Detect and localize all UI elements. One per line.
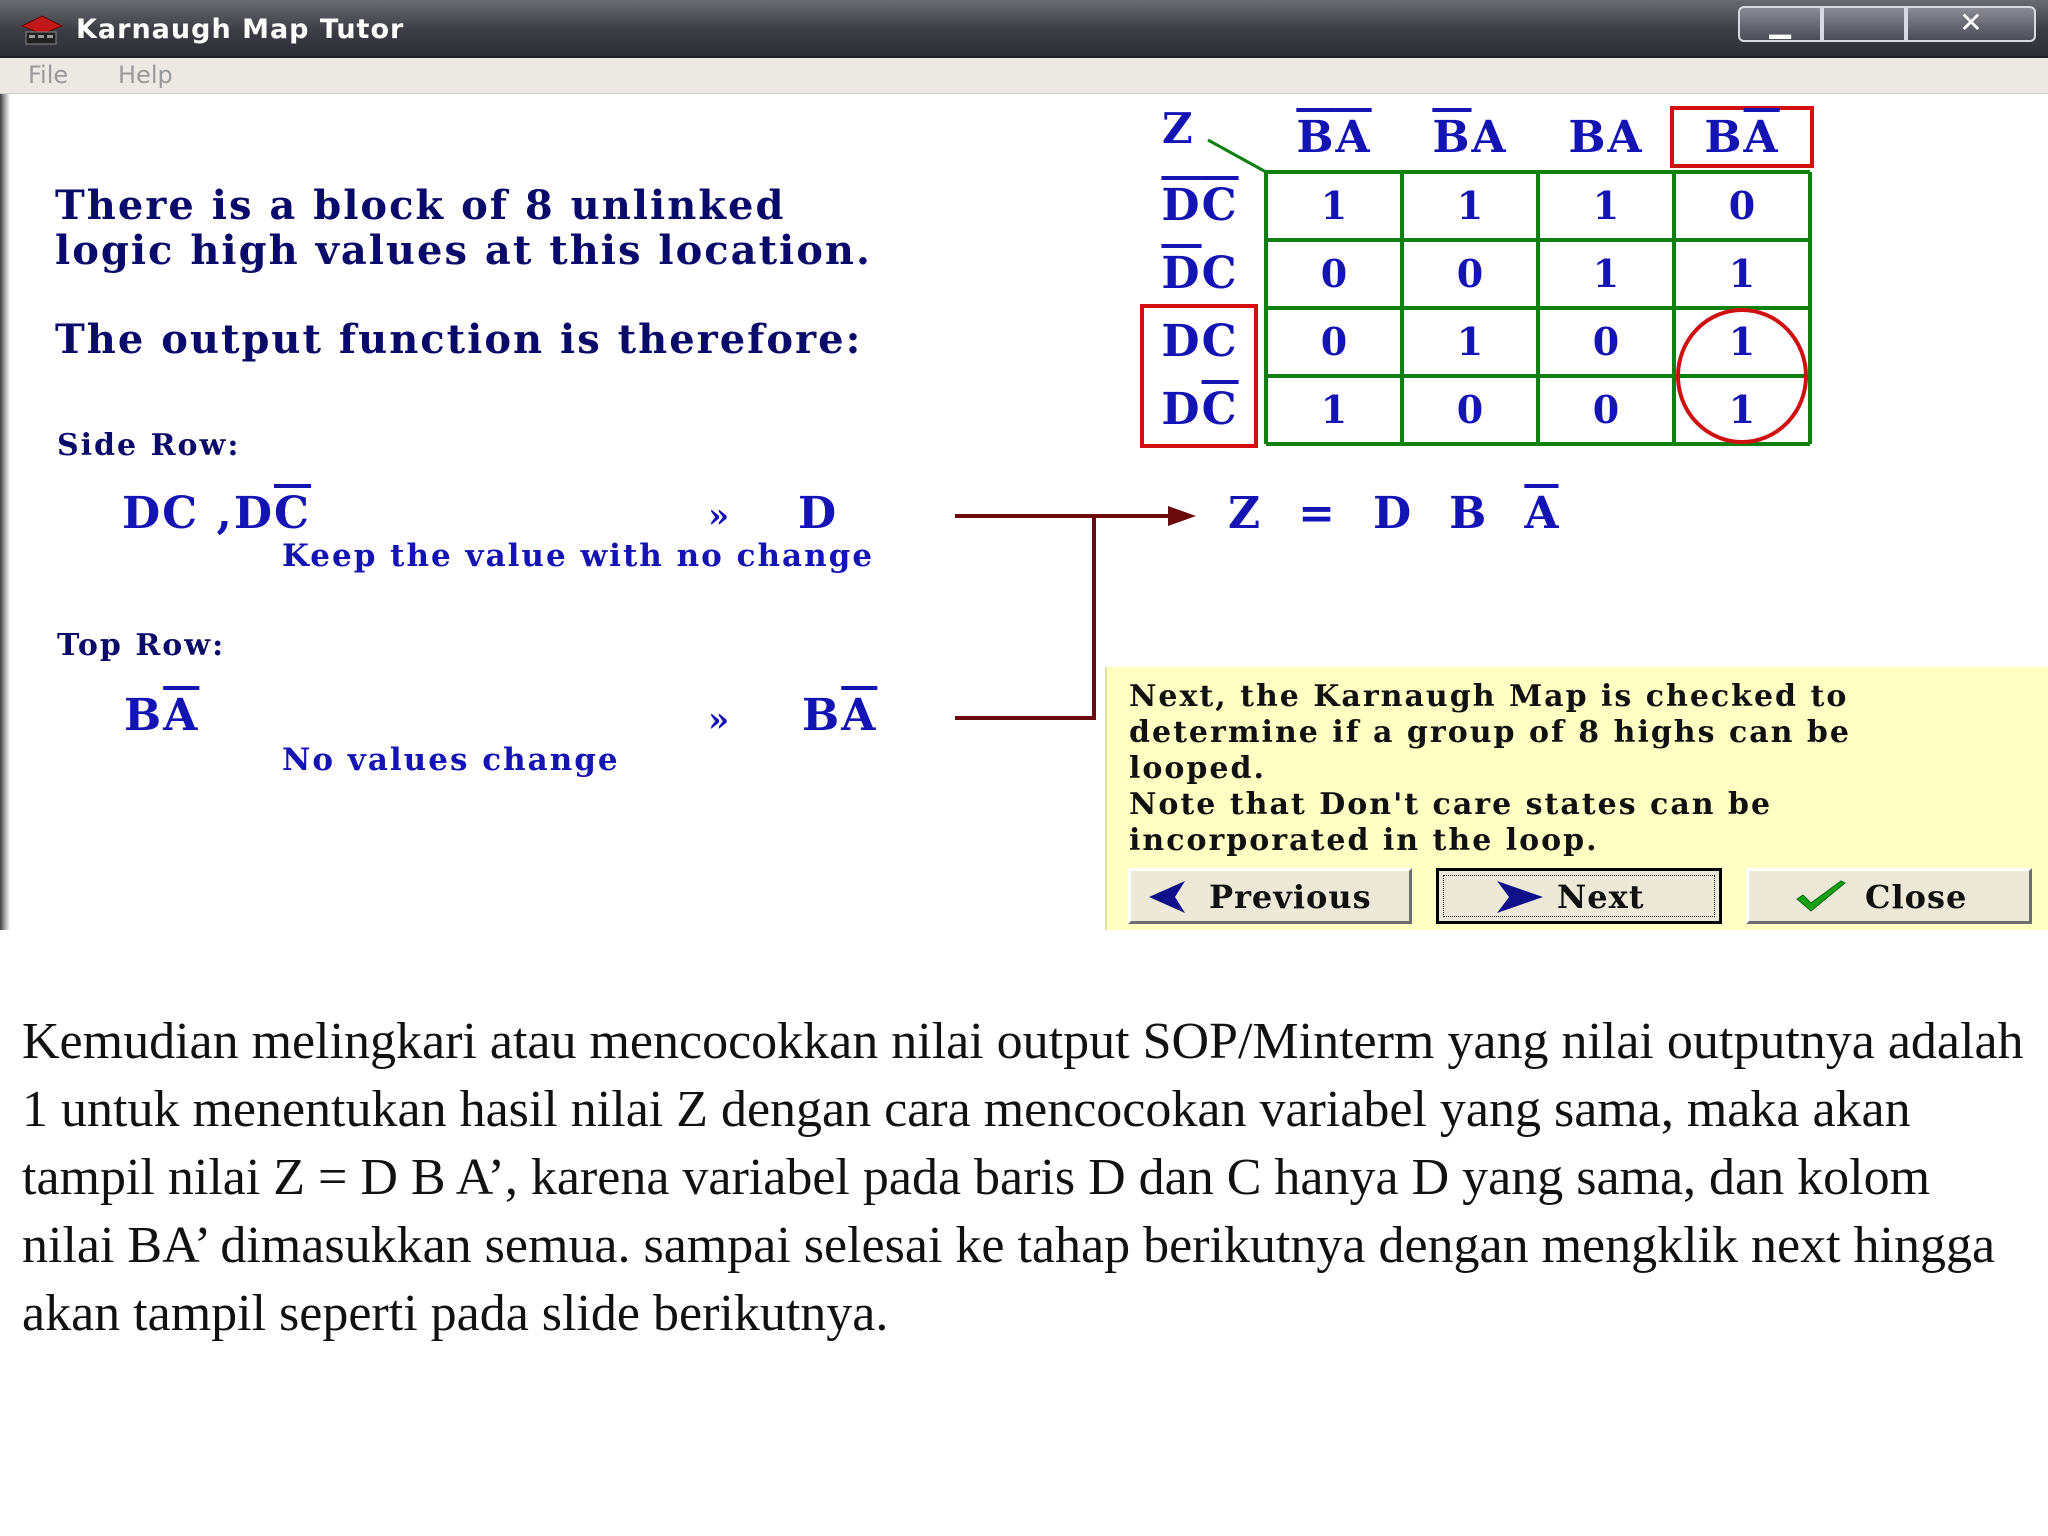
checkmark-icon	[1793, 879, 1849, 915]
kmap-cell: 0	[1592, 387, 1620, 432]
close-label: Close	[1865, 878, 1968, 916]
help-line-3: looped.	[1129, 751, 1266, 786]
previous-button[interactable]	[1128, 868, 1412, 924]
kmap-col-header-var-1: $\overline{B}$	[1432, 112, 1472, 163]
help-line-4: Note that Don't care states can be	[1129, 787, 1773, 822]
side-term-2-d: D	[233, 488, 274, 539]
kmap-col-header	[1674, 112, 1810, 163]
kmap-cell: 1	[1728, 319, 1756, 364]
kmap-col-header-var-2: A	[1471, 112, 1508, 163]
kmap-col-header	[1402, 112, 1538, 163]
top-row-arrow: »	[708, 700, 732, 740]
kmap-row-header-var-1: D	[1161, 316, 1202, 367]
kmap-row-header	[1144, 248, 1256, 299]
top-result-abar: $\overline{A}$	[841, 690, 878, 741]
next-label: Next	[1557, 878, 1645, 916]
kmap-cell: 1	[1320, 387, 1348, 432]
kmap-row-header-var-2: $\overline{C}$	[1201, 384, 1239, 435]
equation-equals: =	[1298, 488, 1335, 539]
menu-file[interactable]: File	[28, 61, 69, 89]
equation-term-abar: $\overline{A}$	[1524, 488, 1559, 539]
kmap-cell: 1	[1456, 319, 1484, 364]
kmap-col-header-var-2: A	[1607, 112, 1644, 163]
kmap-col-header	[1538, 112, 1674, 163]
kmap-cell: 1	[1728, 387, 1756, 432]
top-term-abar: $\overline{A}$	[163, 690, 200, 741]
explanation-line-1: There is a block of 8 unlinked	[55, 182, 786, 229]
top-term-b: B	[124, 690, 164, 741]
close-icon: ✕	[1959, 6, 1983, 39]
kmap-cell: 0	[1320, 251, 1348, 296]
kmap-col-header-var-1: $\overline{B}$	[1296, 112, 1336, 163]
kmap-col-header	[1266, 112, 1402, 163]
kmap-row-header-var-1: D	[1161, 384, 1202, 435]
top-result-b: B	[802, 690, 842, 741]
kmap-col-header-var-2: $\overline{A}$	[1743, 112, 1780, 163]
kmap-col-header-var-2: $\overline{A}$	[1335, 112, 1372, 163]
kmap-row-header-var-1: $\overline{D}$	[1161, 248, 1202, 299]
kmap-cell: 0	[1320, 319, 1348, 364]
side-row-note: Keep the value with no change	[282, 538, 875, 574]
side-row-result: D	[798, 488, 839, 539]
kmap-row-header-var-2: $\overline{C}$	[1201, 180, 1239, 231]
previous-label: Previous	[1209, 878, 1372, 916]
kmap-cell: 1	[1320, 183, 1348, 228]
explanation-line-3: The output function is therefore:	[55, 316, 863, 363]
top-row-note: No values change	[282, 742, 620, 778]
top-row-label: Top Row:	[57, 628, 226, 663]
help-line-1: Next, the Karnaugh Map is checked to	[1129, 679, 1849, 714]
window-title: Karnaugh Map Tutor	[76, 14, 405, 45]
kmap-col-header-var-1: B	[1568, 112, 1608, 163]
menu-help[interactable]: Help	[118, 61, 173, 89]
minimize-icon: ▁	[1769, 6, 1791, 39]
side-term-2-cbar: $\overline{C}$	[273, 488, 312, 539]
kmap-cell: 1	[1592, 183, 1620, 228]
help-line-5: incorporated in the loop.	[1129, 823, 1599, 858]
close-button[interactable]	[1746, 868, 2032, 924]
kmap-row-header	[1144, 180, 1256, 231]
kmap-cell: 0	[1456, 251, 1484, 296]
kmap-row-header-var-2: C	[1201, 316, 1239, 367]
output-equation	[1228, 488, 1597, 539]
kmap-cell: 1	[1592, 251, 1620, 296]
kmap-cell: 0	[1592, 319, 1620, 364]
kmap-cell: 0	[1728, 183, 1756, 228]
equation-term-d: D	[1373, 488, 1412, 539]
equation-lhs: Z	[1228, 488, 1261, 539]
side-row-arrow: »	[708, 496, 732, 536]
kmap-row-header-var-1: $\overline{D}$	[1161, 180, 1202, 231]
arrow-right-icon	[1491, 879, 1547, 915]
side-term-1: DC	[122, 488, 200, 539]
side-row-label: Side Row:	[57, 428, 241, 463]
slide-caption: Kemudian melingkari atau mencocokkan nilai output SOP/Minterm yang nilai outputnya adalah 1 untuk menentukan hasil nilai Z dengan cara mencocokan variabel yang sama, maka akan tampil nilai Z = D B A’, karena variabel pada baris D dan C hanya D yang sama, dan kolom nilai BA’ dimasukkan semua. sampai selesai ke tahap berikutnya dengan mengklik next hingga akan tampil seperti pada slide berikutnya.	[22, 1013, 2024, 1342]
kmap-col-header-var-1: B	[1704, 112, 1744, 163]
arrow-left-icon	[1145, 879, 1193, 915]
kmap-cell: 0	[1456, 387, 1484, 432]
connector-arrowhead	[1168, 506, 1196, 526]
kmap-cell: 1	[1456, 183, 1484, 228]
side-term-separator: ,	[199, 488, 234, 539]
kmap-row-header-var-2: C	[1201, 248, 1239, 299]
help-line-2: determine if a group of 8 highs can be	[1129, 715, 1851, 750]
equation-term-b: B	[1449, 488, 1487, 539]
explanation-line-2: logic high values at this location.	[55, 227, 872, 274]
kmap-row-header	[1144, 316, 1256, 367]
next-button[interactable]	[1436, 868, 1722, 924]
kmap-corner-label: Z	[1162, 104, 1193, 153]
kmap-row-header	[1144, 384, 1256, 435]
kmap-cell: 1	[1728, 251, 1756, 296]
